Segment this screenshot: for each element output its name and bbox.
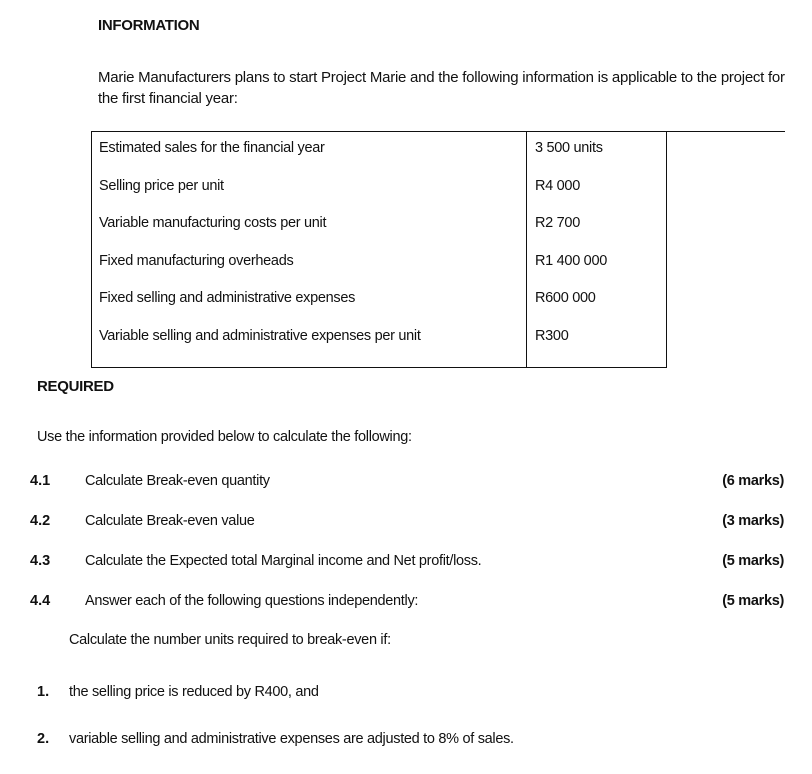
table-row-label: Fixed selling and administrative expenses (99, 290, 356, 306)
list-item-text: variable selling and administrative expenses are adjusted to 8% of sales. (69, 731, 514, 747)
table-row-value: R300 (535, 328, 569, 344)
question-text: Answer each of the following questions independently: (85, 593, 419, 609)
question-marks: (5 marks) (722, 553, 784, 569)
table-row-label: Variable selling and administrative expenses per unit (99, 328, 421, 344)
question-text: Calculate the Expected total Marginal income and Net profit/loss. (85, 553, 482, 569)
sub-instruction-text: Calculate the number units required to break-even if: (69, 632, 391, 648)
table-row-value: R1 400 000 (535, 253, 607, 269)
table-row-label: Fixed manufacturing overheads (99, 253, 294, 269)
question-number: 4.4 (30, 593, 51, 609)
question-marks: (5 marks) (722, 593, 784, 609)
question-number: 4.1 (30, 473, 51, 489)
question-text: Calculate Break-even quantity (85, 473, 270, 489)
question-text: Calculate Break-even value (85, 513, 255, 529)
table-row-label: Selling price per unit (99, 178, 224, 194)
information-heading: INFORMATION (98, 17, 200, 34)
table-top-rule (91, 131, 785, 132)
list-item-number: 1. (37, 684, 50, 700)
question-number: 4.3 (30, 553, 51, 569)
table-row-value: 3 500 units (535, 140, 603, 156)
table-row-label: Estimated sales for the financial year (99, 140, 325, 156)
intro-paragraph: Marie Manufacturers plans to start Project Marie and the following information is applicable to the project for the first financial year: (98, 69, 785, 107)
table-row-value: R4 000 (535, 178, 580, 194)
list-item-number: 2. (37, 731, 50, 747)
question-marks: (6 marks) (722, 473, 784, 489)
required-heading: REQUIRED (37, 378, 114, 395)
question-number: 4.2 (30, 513, 51, 529)
table-column-divider (526, 131, 527, 368)
table-row-label: Variable manufacturing costs per unit (99, 215, 327, 231)
instruction-text: Use the information provided below to calculate the following: (37, 429, 412, 445)
table-row-value: R2 700 (535, 215, 580, 231)
table-row-value: R600 000 (535, 290, 596, 306)
question-marks: (3 marks) (722, 513, 784, 529)
list-item-text: the selling price is reduced by R400, and (69, 684, 319, 700)
